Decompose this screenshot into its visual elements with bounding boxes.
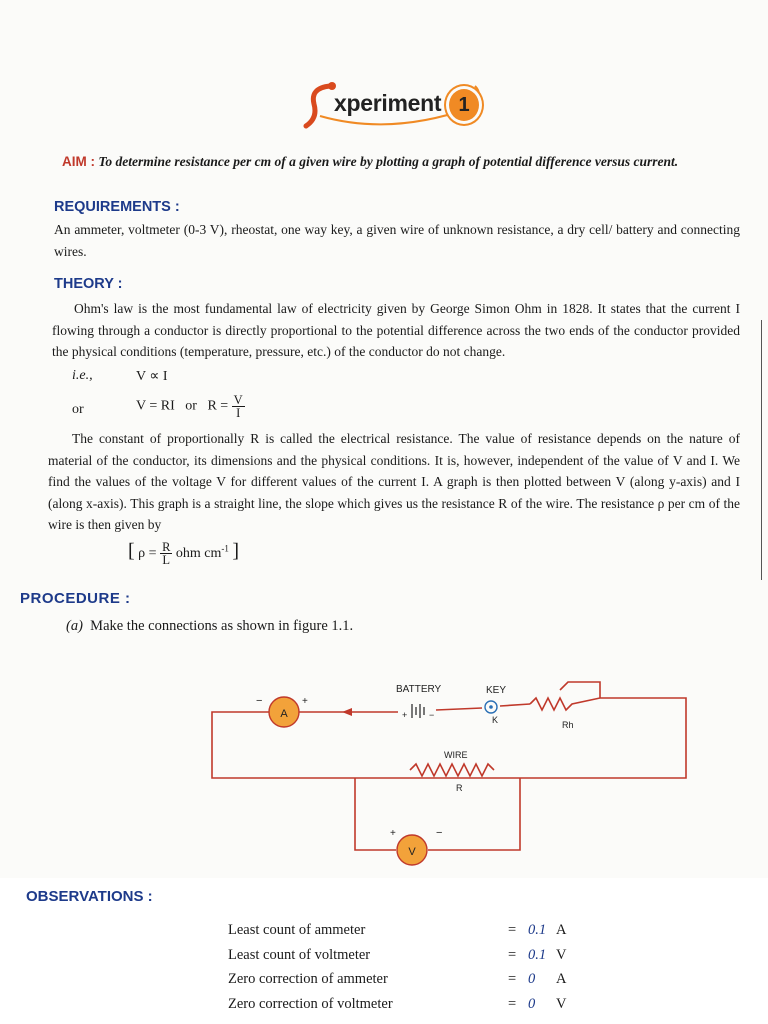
procedure-step-a: [66, 618, 353, 635]
wire-sub-label: R: [456, 783, 463, 793]
battery-icon: [412, 704, 424, 718]
experiment-header: [300, 78, 490, 136]
observation-label: Least count of ammeter: [228, 922, 366, 938]
aim-section: [62, 154, 752, 170]
requirements-heading: REQUIREMENTS :: [54, 199, 180, 215]
wire-battery-key: [436, 708, 482, 710]
wire-key-rheostat: [500, 704, 530, 706]
v-over-i-fraction: [232, 394, 245, 419]
bracket-close-icon: ]: [232, 540, 240, 562]
wire-resistor-coil: [410, 764, 494, 776]
ammeter-plus: +: [302, 696, 308, 707]
ohm-proportional-formula: V ∝ I: [136, 369, 168, 384]
rheostat-label: Rh: [562, 720, 574, 730]
voltmeter-right-wire: [428, 778, 520, 850]
key-sub-label: K: [492, 715, 499, 725]
rheostat-coil: [530, 698, 600, 710]
observation-label: Zero correction of ammeter: [228, 971, 388, 987]
theory-paragraph-1: Ohm's law is the most fundamental law of electricity given by George Simon Ohm in 1828. It states that the current I flowing through a conductor is directly proportional to the potential difference across the two ends of the conductor provided the physical conditions (temperature, pressure, etc.) of the conductor do not change.: [52, 301, 740, 359]
requirements-text: An ammeter, voltmeter (0-3 V), rheostat, one way key, a given wire of unknown resistance, a dry cell/ battery and connecting wires.: [54, 222, 740, 259]
observation-value: 0.1: [528, 922, 547, 938]
observation-row: [228, 943, 596, 968]
observation-unit: V: [556, 995, 567, 1012]
observation-unit: A: [556, 922, 567, 938]
voltmeter-minus: −: [436, 827, 443, 839]
voltmeter-label: V: [408, 846, 416, 858]
theory-heading: THEORY :: [54, 276, 123, 292]
fraction-denominator: I: [236, 406, 241, 420]
or-word: or: [185, 398, 197, 414]
key-label: KEY: [486, 685, 507, 696]
observation-row: [228, 967, 596, 992]
step-text: Make the connections as shown in figure 1.1.: [90, 618, 354, 634]
aim-text: To determine resistance per cm of a given wire by plotting a graph of potential difference versus current.: [98, 154, 679, 169]
rho-unit-exponent: -1: [221, 543, 229, 554]
observations-heading: OBSERVATIONS :: [26, 888, 153, 905]
voltmeter-plus: +: [390, 828, 396, 839]
battery-minus: −: [429, 710, 435, 720]
rheostat-slider: [560, 682, 600, 698]
ammeter-label: A: [280, 708, 288, 720]
observation-equals: =: [508, 922, 517, 938]
observation-equals: =: [508, 971, 517, 987]
fraction-numerator: V: [233, 393, 243, 407]
ohm-law-formula: [136, 394, 245, 419]
observation-equals: =: [508, 946, 517, 963]
resistivity-formula: [128, 540, 239, 566]
rho-denominator: L: [162, 553, 171, 568]
r-equals: R =: [207, 398, 229, 414]
experiment-number-badge: 1: [446, 86, 482, 124]
observation-label: Least count of voltmeter: [228, 946, 371, 963]
voltmeter-left-wire: [355, 778, 396, 850]
bracket-open-icon: [: [128, 540, 135, 562]
observation-value: 0: [528, 995, 536, 1012]
rho-unit: ohm cm: [175, 546, 222, 561]
observation-unit: V: [556, 946, 567, 963]
aim-label: AIM :: [62, 154, 95, 169]
ammeter-minus: −: [256, 695, 263, 707]
step-label: (a): [66, 618, 83, 634]
wire-label: WIRE: [444, 750, 468, 760]
observation-equals: =: [508, 995, 517, 1012]
observation-value: 0: [528, 971, 536, 987]
r-over-l-fraction: [160, 541, 172, 566]
observation-row: [228, 992, 596, 1017]
or-label: or: [72, 402, 84, 417]
experiment-title-word: xperiment: [334, 90, 442, 116]
circuit-diagram: [200, 660, 700, 875]
rho-equals: ρ =: [138, 546, 157, 561]
ie-label: i.e.,: [72, 368, 93, 383]
page-edge-divider: [761, 320, 768, 580]
rho-numerator: R: [162, 540, 171, 555]
procedure-heading: PROCEDURE :: [20, 590, 131, 607]
current-arrow-icon: [342, 708, 352, 716]
observation-value: 0.1: [528, 946, 547, 963]
v-equals-ri: V = RI: [136, 398, 175, 414]
battery-plus: +: [402, 710, 408, 720]
observation-label: Zero correction of voltmeter: [228, 995, 393, 1012]
theory-paragraph-2: The constant of proportionally R is called the electrical resistance. The value of resistance depends on the nature of material of the conductor, its dimensions and the physical conditions. It is, however, independent of the value of V and I. We find the values of the voltage V for different values of the current I. A graph is then plotted between V (along y-axis) and I (along x-axis). This graph is a straight line, the slope which gives us the resistance R of the wire. The resistance ρ per cm of the wire is then given by: [48, 431, 740, 532]
battery-label: BATTERY: [396, 684, 442, 695]
observation-unit: A: [556, 971, 567, 987]
key-plug-icon: [489, 705, 493, 709]
observation-row: [228, 918, 596, 943]
observations-table: [228, 918, 596, 1016]
